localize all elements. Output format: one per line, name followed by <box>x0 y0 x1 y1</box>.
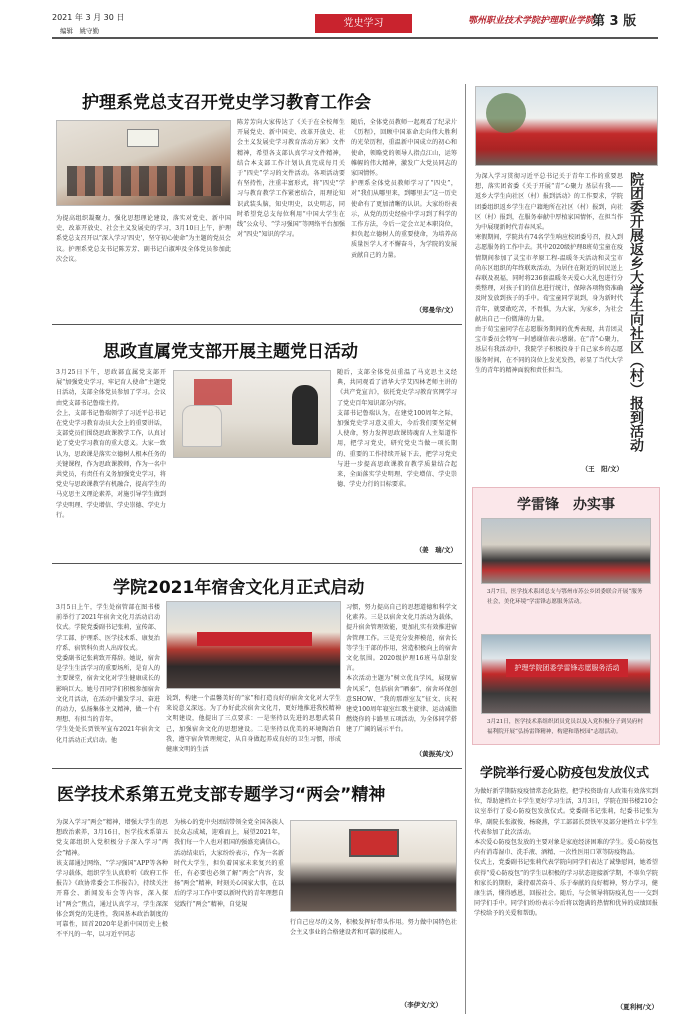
article6-title: 学院举行爱心防疫包发放仪式 <box>480 766 650 781</box>
article5-photo <box>475 86 658 166</box>
article5-body <box>475 172 623 466</box>
article1-col3 <box>351 118 457 304</box>
article4-col1b: 该支部通过网络、“学习强国”APP等各种学习载体，组织学生认真聆听《政府工作报告》《政协常委会工作报告》，持续关注开幕会、新闻发布会等内容，深入探讨“两会”焦点，通过认真学习，学生深深体会到党的先进性，我国基本政治制度的可靠性，回首2020年是新中国历史上极不平凡的一年，以习近平同志 <box>56 859 168 939</box>
article1-col2: 陈芳芳向大家传达了《关于在全校师生开展党史、新中国史、改革开放史、社会主义发展史学习教育活动方案》文件精神，希望各支部认真学习文件精神，结合本支部工作计划认真完成每月关于“四史”学习的文件活动。各项活动要有坚持性，注重丰富形式，将“四史”学习与教育教学工作紧密结合，用理论知识武装头脑，知史明史，以史明志，同时希望党总支每位利用“中国大学生在线”公众号、“学习强国”等网络平台加强对“四史”知识的学习。 <box>237 119 345 239</box>
article6-body3: 仪式上，党委副书记张莉代表学院向同学们表达了诚挚慰问，她希望获得“爱心防疫包”的学生以积极的学习状态迎接新学期，不辜负学院和家长的期盼，秉持艰苦奋斗、乐于奉献的良好精神，努力学习，健康生活，懂得感恩，回报社会。随后，与会领导将防疫礼包一一交到同学们手中。同学们纷纷表示今后将以饱满的热情和优异的成绩回报学校给予的关爱和帮助。 <box>474 859 658 918</box>
article1-title: 护理系党总支召开党史学习教育工作会 <box>82 93 371 113</box>
feature-banner: 护理学院团委学雷锋志愿服务活动 <box>506 659 628 677</box>
article1-col3b: 护理系全体党员教师学习了“四史”，对“我们从哪里来，到哪里去”这一历史使命有了更加清晰的认识。大家纷纷表示，从党的历史经验中学习到了科学的工作方法，今后一定会立足本职岗位，担负起立德树人的重要使命，为培养高质量医学人才不懈奋斗，为学院的发展贡献自己的力量。 <box>351 180 457 259</box>
divider-3 <box>52 768 462 769</box>
feature-photo2 <box>481 634 651 714</box>
article4-col3: 行自己应尽的义务，积极发挥好带头作用。努力做中国特色社会主义事业的合格建设者和可靠的接班人。 <box>290 919 457 937</box>
divider-1 <box>52 324 462 325</box>
column-badge <box>315 14 412 33</box>
article3-col3a: 习惯，努力提高自己的思想道德和科学文化素养。三是以宿舍文化月活动为载体，提升宿舍管理效能，更加扎实有效推进宿舍管理工作。三是充分发挥模范，宿舍长等学生干部的作用，营造积极向上的宿舍文化氛围。2020级护理16班马草甜发言。 <box>346 604 457 673</box>
article4-photo <box>290 820 457 912</box>
article5-author: （王 阳/文） <box>581 465 623 473</box>
header-editor: 编辑 姚守勤 <box>60 27 99 35</box>
article5-body3: 由于荀宝童同学在志愿服务期间的优秀表现，共青团灵宝市委员会特写一封感谢信表示感谢。在“青”心聚力，基层有我活动中，我院学子积极投身于自己家乡的志愿服务时间，在不同的岗位上发光发热，彰显了当代大学生的青年的精神面貌和责任担当。 <box>475 326 623 374</box>
header-date: 2021 年 3 月 30 日 <box>52 13 125 22</box>
article2-col2 <box>337 368 457 536</box>
article3-col1 <box>56 603 160 753</box>
article2-col1a: 3月25日下午，思政部直属党支部开展“加强党史学习，牢记育人使命”主题党日活动，支部全体党员参加了学习。会议由党支部书记鲁瑞主持。 <box>56 369 166 407</box>
article1-col3a: 随后，全体党员教师一起观看了纪录片《历程》，回顾中国革命走向伟大胜利的光荣历程，重温新中国成立的初心和使命，领略党的领导人指点江山，运筹帷幄的伟大精神，激发广大党员同志的家国情怀。 <box>351 119 457 178</box>
article4-col2 <box>174 818 284 1014</box>
article3-col1a: 3月5日上午，学生处宿管部在图书楼前举行了2021年宿舍文化月活动启动仪式。学院党委副书记张莉，宣传部、学工部、护理系、医学技术系、康复治疗系、宿管科负责人出席仪式。 <box>56 604 160 652</box>
article2-photo <box>173 370 331 458</box>
article3-col3b: 本次活动主题为“树立优良学风，展现宿舍风采”，包括宿舍“晒秦”、宿舍环保创意SHOW、“我的那群室友”征文、庆祝建党100周年寝室红歌主旋律、运动减脂燃烧你的卡路里五项活动，为全体同学搭建了广阔的展示平台。 <box>346 675 457 734</box>
article3-photo <box>166 601 341 689</box>
article4-col1a: 为深入学习“两会”精神，增强大学生的思想政治素养，3月16日，医学技术系第五党支部组织入党积极分子深入学习“两会”精神。 <box>56 819 168 857</box>
column-label: 党史学习 <box>343 18 384 29</box>
article5-title: 院团委开展返乡大学生向社区（村）报到活动 <box>628 172 644 452</box>
feature-box <box>472 487 660 745</box>
article4-col2b: 活动结束后，大家纷纷表示，作为一名新时代大学生，担负着国家未来复兴的重任，有必要也必须了解“两会”内容，发扬“两会”精神，时刻关心国家大事，在以后的学习工作中要以新时代的青年理想自觉践行“两会”精神，自觉規 <box>174 849 284 908</box>
article2-col2a: 随后，支部全体党员重温了马克思主义经典，共同观看了清华大学艾四林老师主讲的《共产党宣言》，依托党史学习教育官网学习了党史百年知识部分内容。 <box>337 369 457 407</box>
article5-vertical-title <box>628 172 658 472</box>
article4-col2a: 为核心的党中央团结带领全党全国各族人民众志成城，迎难而上，展望2021年，我们每一个人也对祖国的强盛充满信心。 <box>174 819 284 847</box>
article3-col1b: 党委副书记张莉致开幕辞。她说，宿舍是学生生活学习的重要场所，是育人的主要课堂，宿舍文化对学生健康成长的影响巨大。她号召同学们积极参加宿舍文化月活动，在活动中激发学习、奋进的动力，弘扬集体主义精神，做一个有理想、有担当的青年。 <box>56 655 160 724</box>
article3-col1c: 学生处处长贾铁军宣布2021年宿舍文化月活动正式启动。他 <box>56 726 160 744</box>
article3-author: （黄振英/文） <box>415 750 457 758</box>
article4-title: 医学技术系第五党支部专题学习“两会”精神 <box>57 785 386 805</box>
article6-body1: 为做好新学期防疫疫情常态化防控，把学校资助育人政策有效落实到位，帮助建档立卡学生更好学习生活，3月3日，学院在图书楼210会议室举行了爱心防疫包发放仪式。党委副书记张莉，纪委书记张为华，副院长张淑俊、杨晓燕，学工部部长贾铁军及部分建档立卡学生代表参加了此次活动。 <box>474 788 658 836</box>
article5-body1: 为深入学习贯彻习近平总书记关于青年工作的重要思想，落实团省委《关于开展“青”心聚力 基层有我——返乡大学生向社区（村）报到活动》的工作要求，学院团委组织返乡学生在户籍地所在社区（村）报到，向社区（村）报到，在服务奉献中厚植家国情怀，在担当作为中展现新时代青春风采。 <box>475 173 623 232</box>
article2-title: 思政直属党支部开展主题党日活动 <box>103 342 358 362</box>
article1-photo <box>56 120 231 206</box>
divider-2 <box>52 563 462 564</box>
feature-title: 学雷锋 办实事 <box>517 497 615 513</box>
article6-body2: 本次爱心防疫包发放的主要对象是家庭经济困难的学生。爱心防疫包内有消毒湿巾、洗手液、酒精、一次性医用口罩等防疫物品。 <box>474 839 658 857</box>
article3-col3 <box>346 603 457 748</box>
feature-caption1: 3月7日，医学技术系团总支与鄂州市苏公乡团委联合开展“服务社会，美化环境”学雷锋志愿服务活动。 <box>487 589 643 605</box>
article4-col1 <box>56 818 168 1014</box>
article6-author: （夏利柯/文） <box>616 1003 658 1011</box>
page-number: 第 3 版 <box>592 14 637 29</box>
article6-body <box>474 787 658 999</box>
article5-body2: 寒假期间，学院共有74名学生响应校团委号召，投入到志愿服务的工作中去。其中2020级护理8班荀宝童在疫情期间参加了灵宝市孝原工程-温暖冬天活动和灵宝市尚东区组织的年终联欢活动，为居住在附近的居民送上春联及祝福，同时将236套温暖冬天爱心大礼包进行分类整理，对孩子们的信息进行统计，保障各项物资准确及时发放到孩子的手中。荀宝童同学说到，身为新时代青年，就要敢吃苦，不畏惧，为大家，为家乡，为社会献出自己一份微薄的力量。 <box>475 234 623 323</box>
header-rule <box>52 37 658 39</box>
feature-photo1 <box>481 518 651 584</box>
article3-col2: 说到，构建一个温馨美好的“家”和打造良好的宿舍文化对大学生来说意义深远。为了办好此次宿舍文化月，更好地推进我校精神文明建设，他提出了三点要求：一是坚持以先进的思想武装自己，加强宿舍文化的思想建设。二是坚持以优美的环境陶冶自我，遵守宿舍管理规定，从自身做起养成良好的卫生习惯，形成健康文明的生活 <box>166 695 341 754</box>
article1-col1: 为提高组织凝聚力，强化思想理论建设，落实对党史、新中国史、改革开放史、社会主义发展史的学习，3月10日上午，护理系党总支召开以“深入学习‘四史’，坚守初心使命”为主题的党员会议。护理系党总支书记陈芳芳、副书记白淑坤及全体党员参加此次会议。 <box>56 215 231 263</box>
article2-col1 <box>56 368 166 536</box>
article3-title: 学院2021年宿舍文化月正式启动 <box>113 578 365 598</box>
article2-col1b: 会上，支部书记鲁瑞领学了习近平总书记在党史学习教育动员大会上的重要讲话，支部党员们围绕思政课教学工作，认真讨论了党史学习教育的重大意义。大家一致认为，思政课是落实立德树人根本任务的关键课程，作为思政课教师，作为一名中共党员，有责任有义务加强党史学习，将党史与思政课教学有机融合，提高学生的马克思主义理论素养，对施引导学生做到学史明理、学史增信、学史崇德、学史力行。 <box>56 409 166 519</box>
vertical-divider <box>465 84 466 1014</box>
article1-author: （郑曼华/文） <box>415 306 457 314</box>
article4-author: （李伊文/文） <box>400 1001 442 1009</box>
school-logo: 鄂州职业技术学院护理职业学院 <box>468 16 595 26</box>
feature-caption2: 3月21日，医学技术系组织团员党员以及入党积极分子到吴府村福利院开展“弘扬雷锋精神，构建和谐校园”志愿活动。 <box>487 719 644 735</box>
article2-col2b: 支部书记鲁瑞认为，在建党100周年之际，加强党史学习意义重大，今后我们要坚定树人使命，努力发挥思政课铸魂育人主渠道作用，把学习党史，研究党史当做一项长期的、重要的工作持续开展下去，把学习党史与进一步提高思政课教育教学质量结合起来，全面落实学史明理、学史增信、学史崇德、学史力行的目标要求。 <box>337 409 457 489</box>
article2-author: （姜 瑞/文） <box>415 546 457 554</box>
